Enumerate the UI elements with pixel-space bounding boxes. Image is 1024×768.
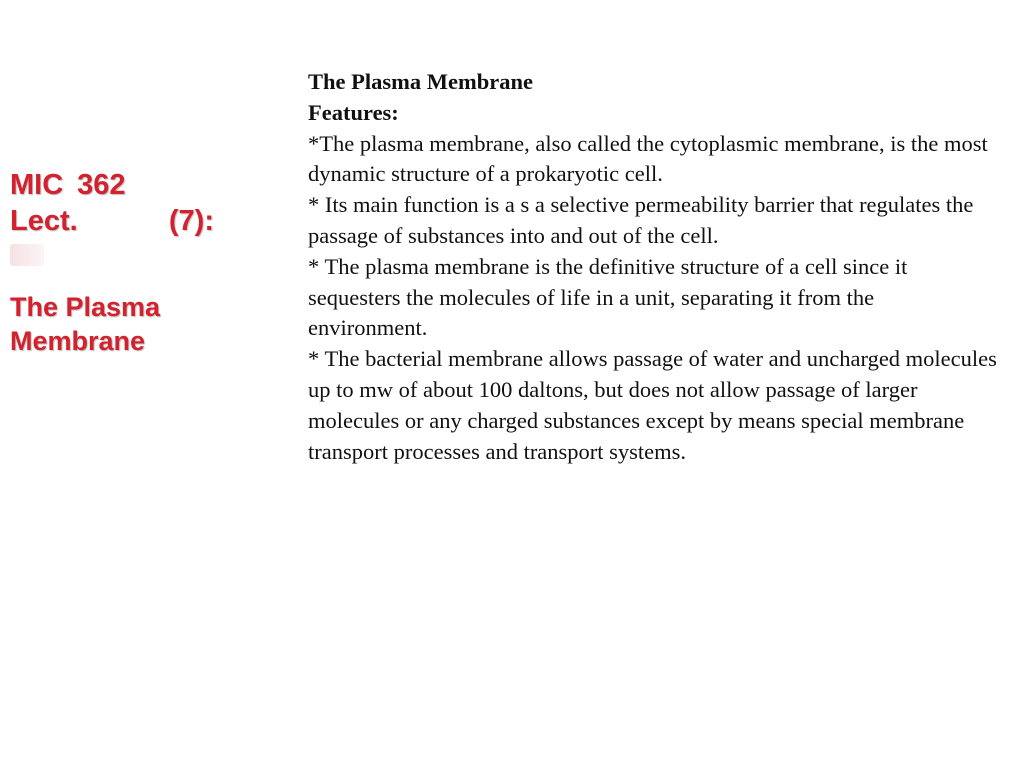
paragraph: *The plasma membrane, also called the cytoplasmic membrane, is the most dynamic structure of a prokaryotic cell.: [308, 130, 988, 187]
lecture-line: [10, 202, 214, 240]
course-code: MIC: [10, 169, 64, 201]
paragraph: * Its main function is a s a selective permeability barrier that regulates the passage of substances into and out of the cell.: [308, 192, 974, 248]
page-title: The Plasma Membrane: [308, 69, 533, 94]
lecture-label: Lect.: [10, 205, 78, 237]
section-subtitle: Features:: [308, 99, 399, 125]
course-number: 362: [77, 169, 126, 201]
paragraph: * The plasma membrane is the definitive structure of a cell since it sequesters the molecules of life in a unit, separating it from the environment.: [308, 253, 908, 341]
main-content: [308, 67, 998, 467]
paragraph: * The bacterial membrane allows passage of water and uncharged molecules up to mw of about 100 daltons, but does not allow passage of larger molecules or any charged substances except by means special membrane transport processes and transport systems.: [308, 346, 997, 464]
course-line: [10, 166, 240, 204]
lecture-number: (7):: [168, 205, 214, 237]
lecture-sidebar: [10, 166, 240, 358]
topic-title: The Plasma Membrane: [10, 292, 161, 356]
faint-decoration: [10, 244, 44, 266]
